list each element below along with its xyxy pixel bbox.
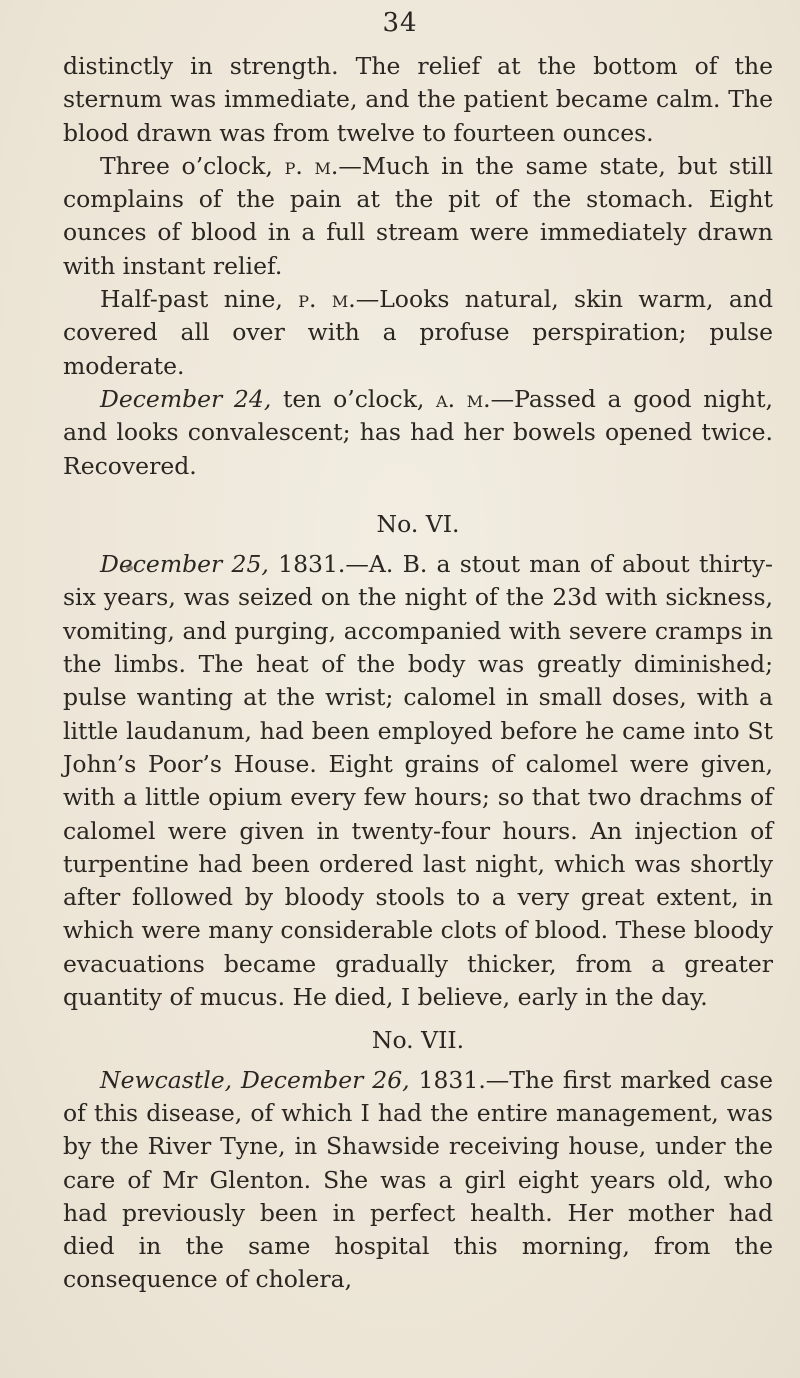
paragraph-lead: Half-past nine, [100, 285, 299, 314]
entry-date: December 24, [100, 384, 272, 413]
time-abbrev: p. m. [298, 285, 356, 314]
case-heading-vii: No. VII. [371, 1026, 465, 1055]
paragraph-december-24 [63, 383, 773, 483]
entry-date: December 25, [100, 550, 269, 579]
case-vii-paragraph [63, 1064, 773, 1297]
paragraph-lead: Three o’clock, [100, 151, 285, 180]
body-text [63, 50, 773, 1297]
paragraph-text: 1831.—The first marked case of this disease, of which I had the entire management, was by the River Tyne, in Shawside receiving house, under the care of Mr Glenton. She was a girl eight years old, who had previously been in perfect health. Her mother had died in the same hospital this morning, from the consequence of cholera, [63, 1065, 773, 1294]
entry-date: Newcastle, December 26, [100, 1065, 410, 1094]
paragraph-text: 1831.—A. B. a stout man of about thirty-six years, was seized on the night of the 23d with sickness, vomiting, and purging, accompanied with severe cramps in the limbs. The heat of the body was greatly diminished; pulse wanting at the wrist; calomel in small doses, with a little laudanum, had been employed before he came into St John’s Poor’s House. Eight grains of calomel were given, with a little opium every few hours; so that two drachms of calomel were given in twenty-four hours. An injection of turpentine had been ordered last night, which was shortly after followed by bloody stools to a very great extent, in which were many considerable clots of blood. These bloody evacuations became gradually thicker, from a greater quantity of mucus. He died, I believe, early in the day. [63, 550, 773, 1012]
paragraph-half-past-nine [63, 283, 773, 383]
time-abbrev: a. m. [436, 384, 491, 413]
case-vi-paragraph [63, 548, 773, 1014]
page-number: 34 [382, 8, 418, 38]
paragraph-lead: ten o’clock, [271, 384, 437, 413]
paragraph-text: —Much in the same state, but still complains of the pain at the pit of the stomach. Eight ounces of blood in a full stream were immediately drawn with instant relief. [63, 151, 773, 280]
paragraph-continuation [63, 50, 773, 150]
paragraph-text: —Looks natural, skin warm, and covered all over with a profuse perspiration; pulse moderate. [63, 285, 774, 380]
paragraph-three-oclock [63, 150, 773, 283]
case-heading-vi: No. VI. [376, 509, 460, 538]
paragraph-text: distinctly in strength. The relief at the bottom of the sternum was immediate, and the patient became calm. The blood drawn was from twelve to fourteen ounces. [63, 52, 773, 147]
time-abbrev: p. m. [284, 151, 339, 180]
paragraph-text: —Passed a good night, and looks convalescent; has had her bowels opened twice. Recovered. [63, 384, 773, 480]
